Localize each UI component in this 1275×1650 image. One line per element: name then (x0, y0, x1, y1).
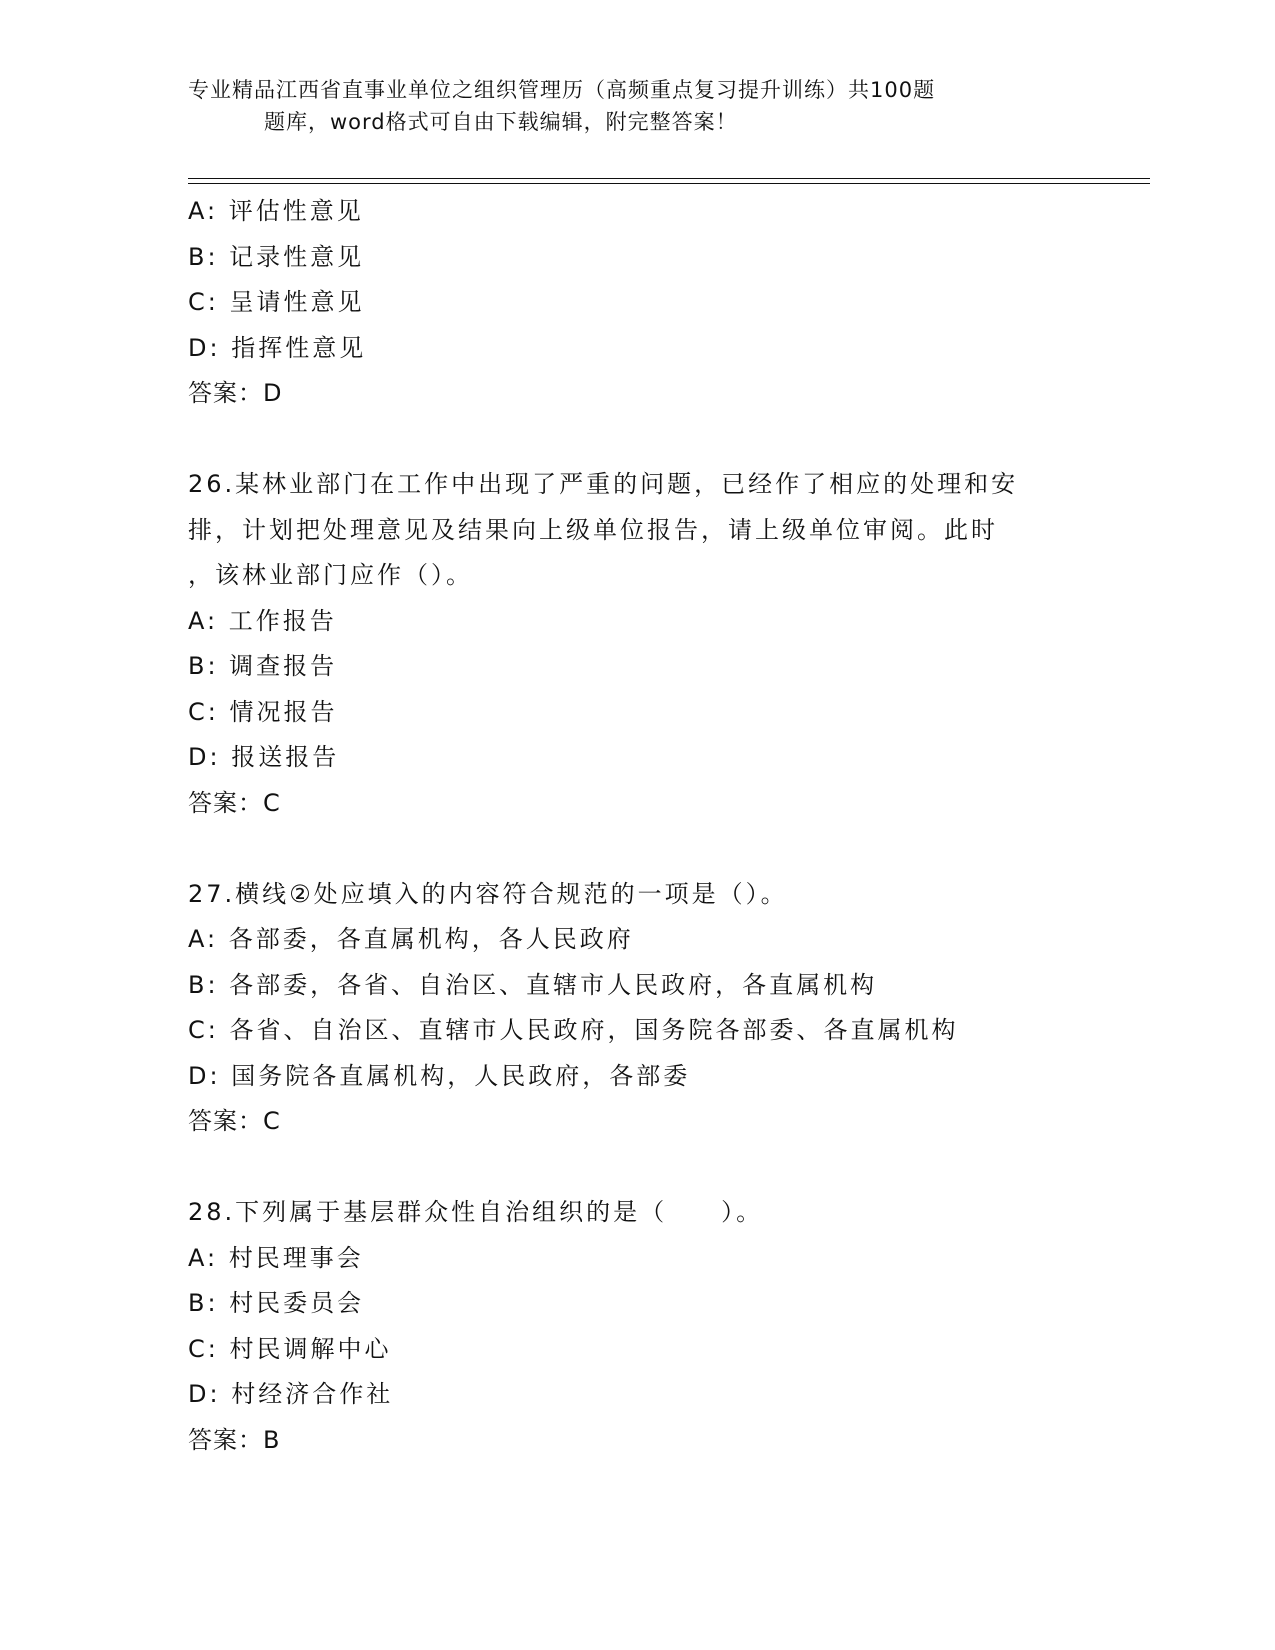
option-c: C: 各省、自治区、直辖市人民政府，国务院各部委、各直属机构 (188, 1016, 959, 1044)
question-stem-line-3: ，该林业部门应作（）。 (188, 561, 473, 589)
header-divider-bottom (188, 183, 1150, 184)
spacer (188, 826, 1088, 872)
answer: 答案：C (188, 788, 281, 817)
header-divider-top (188, 178, 1150, 179)
question-stem-line-1: 27.横线②处应填入的内容符合规范的一项是（）。 (188, 879, 788, 908)
option-b: B: 记录性意见 (188, 242, 365, 271)
spacer (188, 417, 1088, 463)
option-c: C: 呈请性意见 (188, 288, 365, 316)
document-header (188, 74, 1048, 138)
option-c: C: 村民调解中心 (188, 1334, 392, 1363)
option-b: B: 村民委员会 (188, 1289, 365, 1317)
option-a: A: 村民理事会 (188, 1243, 364, 1272)
option-d: D: 指挥性意见 (188, 333, 367, 362)
question-26 (188, 462, 1088, 826)
question-stem-line-2: 排，计划把处理意见及结果向上级单位报告，请上级单位审阅。此时 (188, 515, 998, 544)
option-d: D: 国务院各直属机构，人民政府，各部委 (188, 1061, 691, 1090)
spacer (188, 1145, 1088, 1191)
answer: 答案：C (188, 1107, 281, 1135)
question-stem-line-1: 26.某林业部门在工作中出现了严重的问题，已经作了相应的处理和安 (188, 470, 1019, 498)
option-b: B: 各部委，各省、自治区、直辖市人民政府，各直属机构 (188, 970, 878, 999)
question-content (188, 189, 1088, 1463)
option-c: C: 情况报告 (188, 697, 338, 726)
option-d: D: 村经济合作社 (188, 1380, 394, 1408)
header-title-line-1: 专业精品江西省直事业单位之组织管理历（高频重点复习提升训练）共100题 (188, 78, 936, 102)
option-d: D: 报送报告 (188, 743, 340, 771)
question-28 (188, 1190, 1088, 1463)
option-a: A: 各部委，各直属机构，各人民政府 (188, 925, 634, 953)
question-stem-line-1: 28.下列属于基层群众性自治组织的是（ ）。 (188, 1198, 764, 1226)
option-b: B: 调查报告 (188, 652, 338, 680)
option-a: A: 工作报告 (188, 606, 337, 635)
answer: 答案：D (188, 379, 283, 407)
question-27 (188, 872, 1088, 1145)
answer: 答案：B (188, 1425, 281, 1454)
header-title-line-2: 题库，word格式可自由下载编辑，附完整答案！ (264, 110, 738, 134)
option-a: A: 评估性意见 (188, 197, 364, 225)
question-25 (188, 189, 1088, 417)
